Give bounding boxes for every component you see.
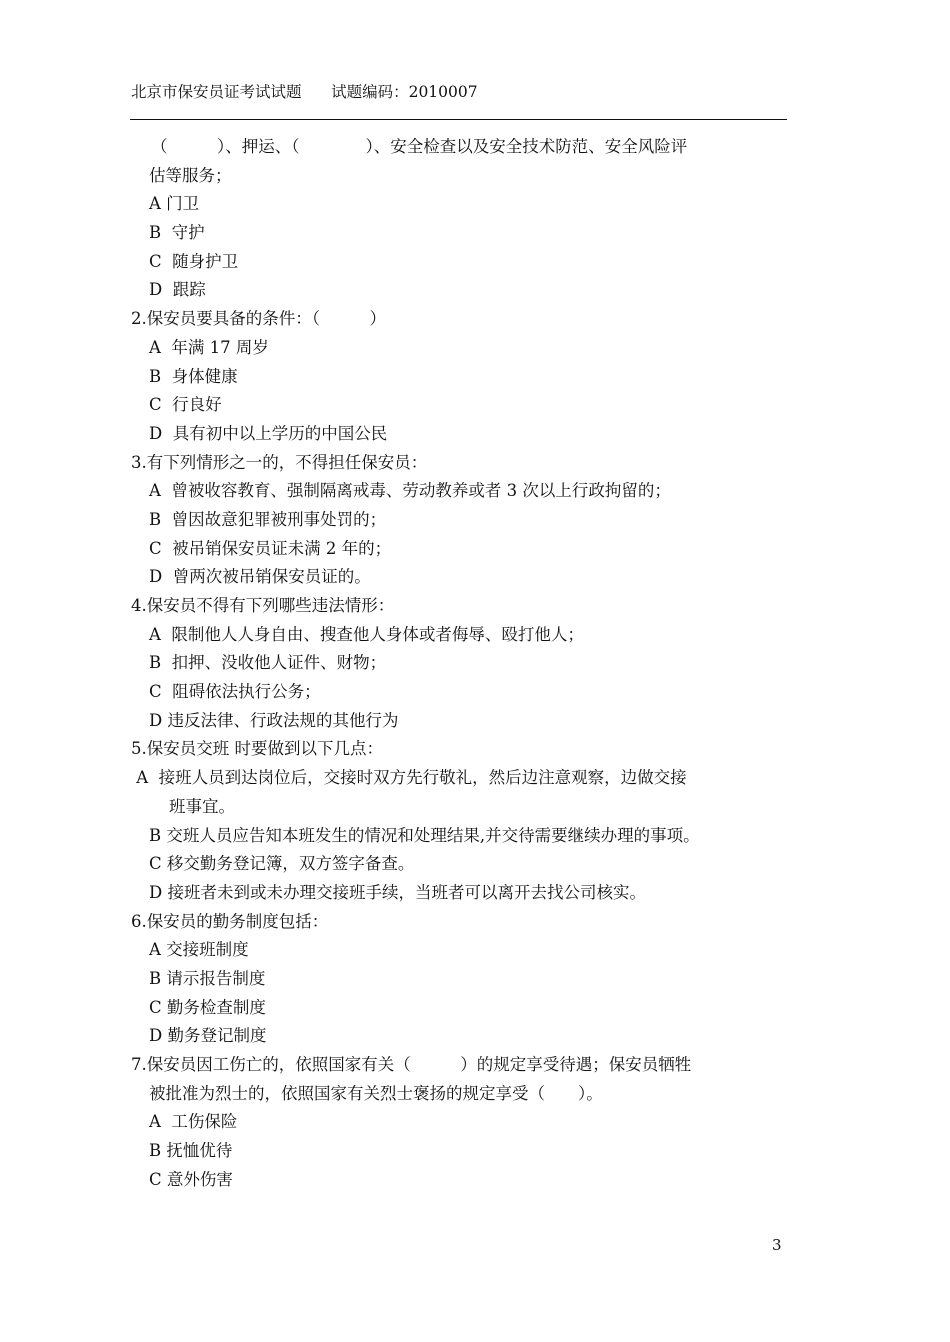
page-number: 3 (772, 1236, 782, 1254)
option-line: C 意外伤害 (149, 1169, 233, 1189)
option-line: 估等服务； (149, 165, 232, 185)
option-line: A 交接班制度 (149, 940, 249, 960)
option-line: D 曾两次被吊销保安员证的。 (149, 567, 371, 587)
option-line: D 跟踪 (149, 280, 206, 300)
option-line: B 曾因故意犯罪被刑事处罚的； (149, 509, 387, 529)
option-line: C 随身护卫 (149, 251, 239, 271)
option-line: D 勤务登记制度 (149, 1026, 267, 1046)
option-line: D 接班者未到或未办理交接班手续，当班者可以离开去找公司核实。 (149, 882, 646, 902)
exam-content (131, 133, 791, 1194)
option-line: B 交班人员应告知本班发生的情况和处理结果,并交待需要继续办理的事项。 (149, 825, 700, 845)
option-line: A 年满 17 周岁 (149, 337, 269, 357)
option-line: D 违反法律、行政法规的其他行为 (149, 710, 399, 730)
option-line: B 抚恤优待 (149, 1141, 233, 1161)
option-line: C 被吊销保安员证未满 2 年的； (149, 538, 392, 558)
option-line: A 曾被收容教育、强制隔离戒毒、劳动教养或者 3 次以上行政拘留的； (149, 481, 671, 501)
option-line: B 扣押、没收他人证件、财物； (149, 653, 387, 673)
option-line: A 限制他人人身自由、搜查他人身体或者侮辱、殴打他人； (149, 624, 584, 644)
option-line: D 具有初中以上学历的中国公民 (149, 423, 388, 443)
question-line: 7.保安员因工伤亡的，依照国家有关（ ）的规定享受待遇；保安员牺牲 (131, 1055, 692, 1074)
question-line: 5.保安员交班 时要做到以下几点： (131, 739, 383, 759)
option-line: C 阻碍依法执行公务； (149, 682, 321, 702)
header-code: 试题编码：2010007 (331, 83, 478, 101)
question-line: 4.保安员不得有下列哪些违法情形： (131, 596, 395, 615)
option-line: （ ）、押运、（ ）、安全检查以及安全技术防范、安全风险评 (151, 137, 688, 156)
question-line: 2.保安员要具备的条件：（ ） (131, 309, 386, 329)
option-line: 被批准为烈士的，依照国家有关烈士褒扬的规定享受（ ）。 (149, 1083, 603, 1103)
option-line: C 勤务检查制度 (149, 997, 266, 1017)
option-line: B 身体健康 (149, 366, 238, 386)
header-rule (130, 119, 787, 120)
option-line: C 行良好 (149, 395, 222, 415)
option-line: C 移交勤务登记簿，双方签字备查。 (149, 854, 415, 874)
option-line: A 工伤保险 (149, 1112, 238, 1132)
option-line: A 门卫 (149, 194, 200, 214)
question-line: 3.有下列情形之一的，不得担任保安员： (131, 452, 428, 472)
page-header (131, 80, 478, 102)
header-title: 北京市保安员证考试试题 (131, 83, 302, 101)
option-line: A 接班人员到达岗位后，交接时双方先行敬礼，然后边注意观察，边做交接 (131, 768, 687, 788)
option-line: 班事宜。 (169, 796, 235, 816)
option-line: B 请示报告制度 (149, 968, 266, 988)
option-line: B 守护 (149, 223, 205, 243)
question-line: 6.保安员的勤务制度包括： (131, 911, 329, 931)
